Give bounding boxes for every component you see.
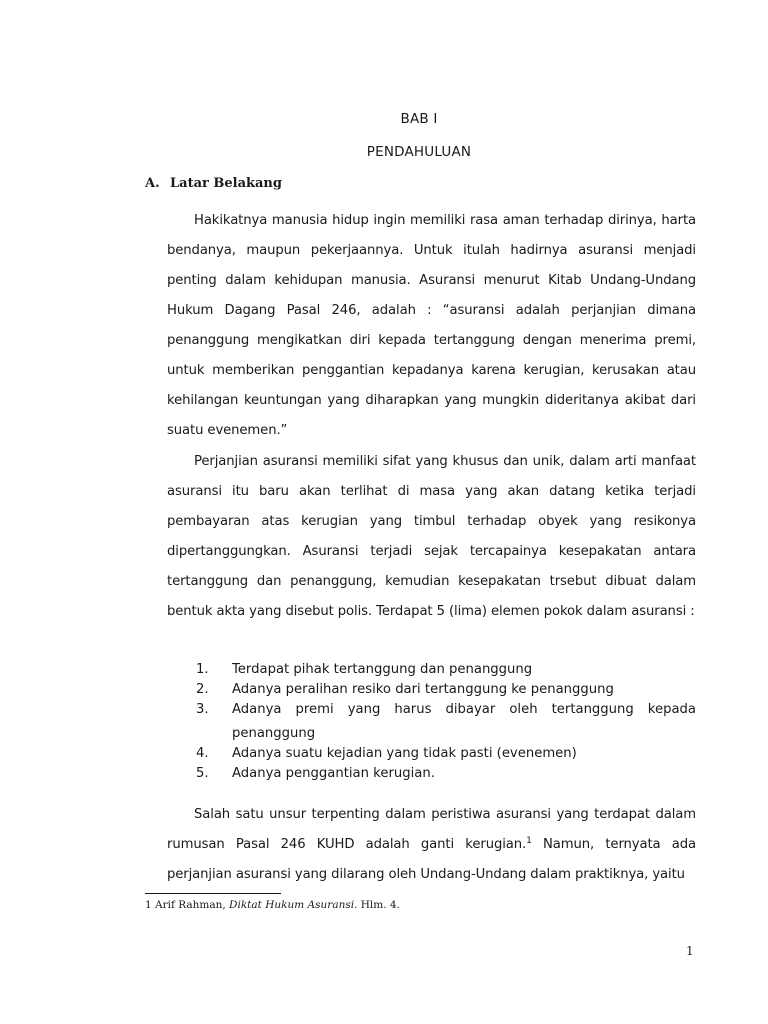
list-item-text: Adanya premi yang harus dibayar oleh tertanggung kepada bbox=[232, 702, 696, 717]
paragraph-3-text-a: Salah satu unsur terpenting dalam peristiwa asuransi yang terdapat dalam rumusan Pasal 246 KUHD adalah ganti kerugian. bbox=[167, 807, 696, 852]
list-item-text: Adanya penggantian kerugian. bbox=[232, 766, 435, 781]
list-item-text: Adanya peralihan resiko dari tertanggung ke penanggung bbox=[232, 682, 614, 697]
footnote-reference[interactable]: 1 bbox=[526, 836, 532, 846]
list-item-number: 3. bbox=[196, 702, 209, 717]
page-number: 1 bbox=[686, 944, 694, 958]
list-item-number: 2. bbox=[196, 682, 209, 697]
footnote-book-title: Diktat Hukum Asuransi. bbox=[229, 899, 358, 911]
chapter-title: PENDAHULUAN bbox=[366, 144, 472, 160]
list-item-number: 1. bbox=[196, 662, 209, 677]
footnote-author: Arif Rahman, bbox=[155, 899, 226, 911]
list-item-number: 4. bbox=[196, 746, 209, 761]
section-heading bbox=[145, 176, 282, 191]
list-item-text: Terdapat pihak tertanggung dan penanggung bbox=[232, 662, 533, 677]
list-item-number: 5. bbox=[196, 766, 209, 781]
list-item-continuation: penanggung bbox=[232, 726, 316, 741]
footnote bbox=[145, 899, 400, 911]
list-item-text: Adanya suatu kejadian yang tidak pasti (evenemen) bbox=[232, 746, 577, 761]
paragraph-3-text-b: Namun, ternyata ada perjanjian asuransi yang dilarang oleh Undang-Undang dalam praktiknya, yaitu bbox=[167, 837, 697, 882]
footnote-page: Hlm. 4. bbox=[360, 899, 400, 911]
footnote-number: 1 bbox=[145, 899, 152, 911]
paragraph-1: Hakikatnya manusia hidup ingin memiliki rasa aman terhadap dirinya, harta bendanya, maupun pekerjaannya. Untuk itulah hadirnya asuransi menjadi penting dalam kehidupan manusia. Asuransi menurut Kitab Undang-Undang Hukum Dagang Pasal 246, adalah : “asuransi adalah perjanjian dimana penanggung mengikatkan diri kepada tertanggung dengan menerima premi, untuk memberikan penggantian kepadanya karena kerugian, kerusakan atau kehilangan keuntungan yang diharapkan yang mungkin dideritanya akibat dari suatu evenemen.” bbox=[167, 213, 696, 438]
paragraph-2: Perjanjian asuransi memiliki sifat yang khusus dan unik, dalam arti manfaat asuransi itu baru akan terlihat di masa yang akan datang ketika terjadi pembayaran atas kerugian yang timbul terhadap obyek yang resikonya dipertanggungkan. Asuransi terjadi sejak tercapainya kesepakatan antara tertanggung dan penanggung, kemudian kesepakatan trsebut dibuat dalam bentuk akta yang disebut polis. Terdapat 5 (lima) elemen pokok dalam asuransi : bbox=[167, 454, 696, 619]
section-letter: A. bbox=[145, 176, 160, 191]
section-title: Latar Belakang bbox=[170, 176, 282, 191]
footnote-separator bbox=[145, 893, 281, 894]
paragraph-3 bbox=[167, 800, 696, 890]
chapter-label: BAB I bbox=[400, 111, 438, 127]
